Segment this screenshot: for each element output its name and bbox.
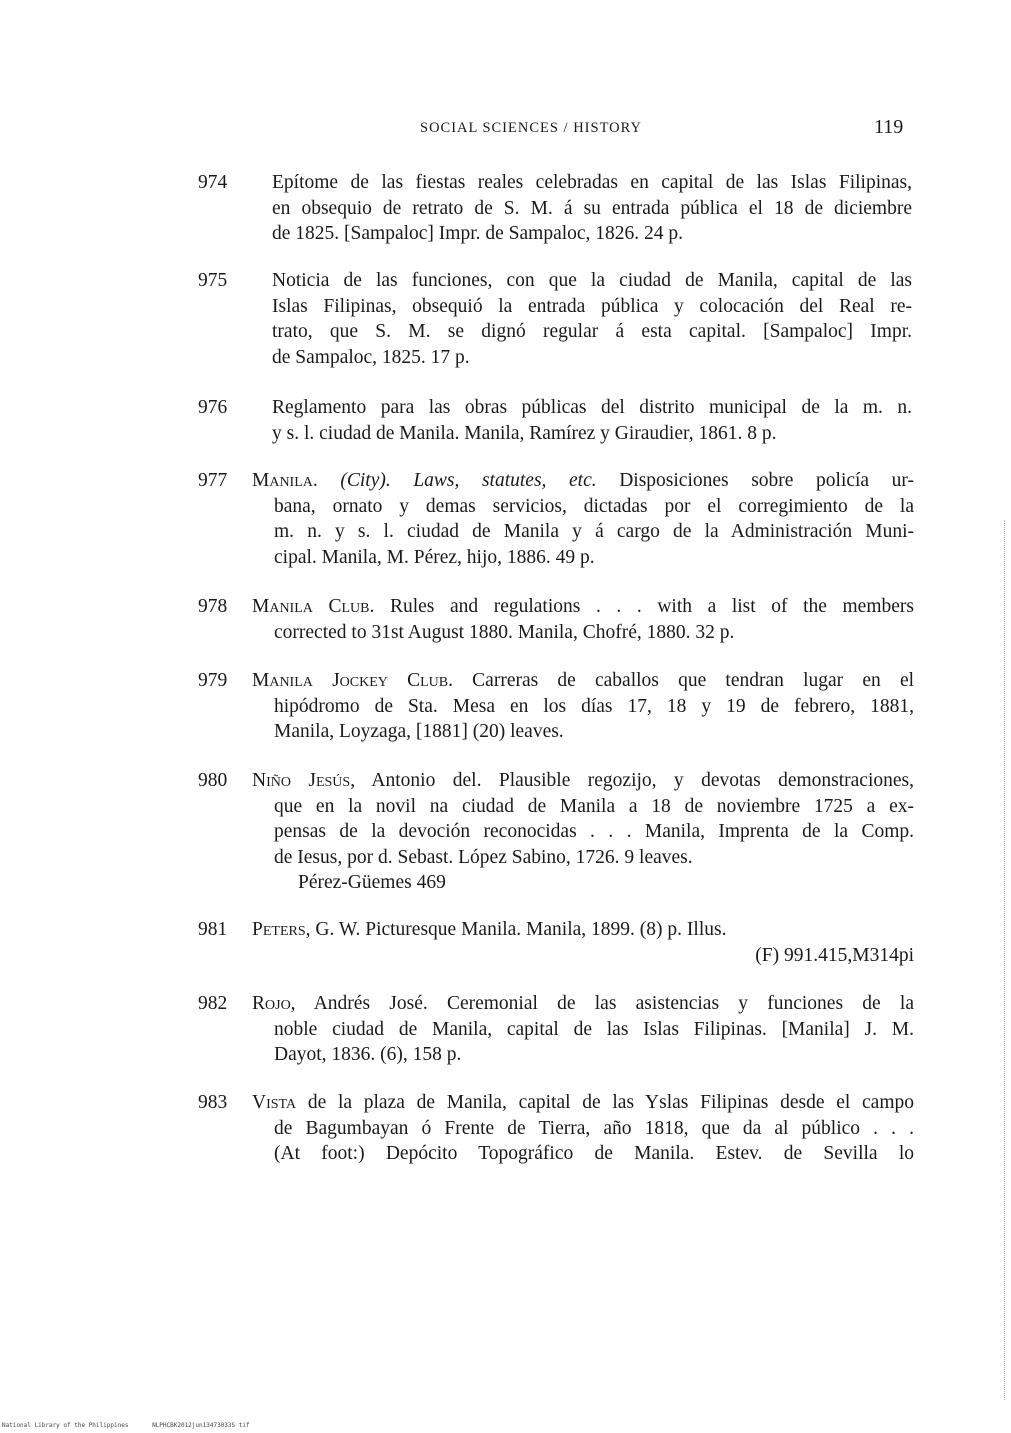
entry-author: Niño Jesús, [252, 770, 356, 791]
entry-first-rest: Disposiciones sobre policía ur- [619, 470, 915, 491]
footer-library: National Library of the Philippines [2, 1422, 129, 1429]
entry-line: Manila, Loyzaga, [1881] (20) leaves. [274, 721, 564, 742]
entry-first-line [252, 1090, 914, 1116]
entry-number: 978 [198, 596, 228, 617]
entry-line: en obsequio de retrato de S. M. á su entrada pública el 18 de diciembre [272, 197, 912, 219]
entry-line: bana, ornato y demas servicios, dictadas por el corregimiento de la [274, 495, 914, 517]
entry-line: hipódromo de Sta. Mesa en los días 17, 18 y 19 de febrero, 1881, [274, 695, 914, 717]
entry-text [272, 268, 912, 370]
entry-line: Epítome de las fiestas reales celebradas en capital de las Islas Filipinas, [272, 172, 912, 193]
call-number: (F) 991.415,M314pi [755, 944, 914, 966]
entry-first-rest: Carreras de caballos que tendran lugar en el [472, 670, 915, 691]
entry-note: Pérez-Güemes 469 [298, 872, 446, 893]
running-head: SOCIAL SCIENCES / HISTORY [420, 120, 642, 136]
entry-first-rest: G. W. Picturesque Manila. Manila, 1899. (8) p. Illus. [315, 919, 727, 940]
entry-text [252, 594, 914, 645]
entry-first-rest: Andrés José. Ceremonial de las asistencias y funciones de la [313, 993, 914, 1014]
entry-first-line [252, 594, 914, 620]
entry-number: 980 [198, 770, 228, 791]
entry-line: de 1825. [Sampaloc] Impr. de Sampaloc, 1826. 24 p. [272, 223, 684, 244]
entry-line: y s. l. ciudad de Manila. Manila, Ramírez y Giraudier, 1861. 8 p. [272, 422, 777, 444]
entry-first-line [252, 668, 914, 694]
footer-filename: NLPHCBK2012jun13473033S tif [152, 1422, 250, 1429]
entry-author: Manila Club. [252, 596, 375, 617]
entry-author: Vista [252, 1092, 297, 1113]
entry-number: 974 [198, 172, 228, 193]
entry-first-rest: de la plaza de Manila, capital de las Yslas Filipinas desde el campo [307, 1092, 915, 1113]
entry-first-line [252, 768, 914, 794]
entry-author: Manila Jockey Club. [252, 670, 453, 691]
entry-line: de Iesus, por d. Sebast. López Sabino, 1726. 9 leaves. [274, 846, 693, 868]
entry-text [252, 468, 914, 570]
entry-first-line [252, 917, 914, 943]
entry-first-line [252, 468, 914, 494]
entry-first-rest: Antonio del. Plausible regozijo, y devotas demonstraciones, [371, 770, 914, 791]
entry-number: 981 [198, 919, 228, 940]
entry-qualifier: (City). [340, 470, 391, 491]
entry-number: 976 [198, 397, 228, 418]
entry-number: 983 [198, 1092, 228, 1113]
entry-line: de Sampaloc, 1825. 17 p. [272, 346, 470, 368]
entry-line: Dayot, 1836. (6), 158 p. [274, 1044, 462, 1065]
entry-text [252, 768, 914, 896]
entry-line: noble ciudad de Manila, capital de las Islas Filipinas. [Manila] J. M. [274, 1018, 914, 1040]
entry-number: 977 [198, 470, 228, 491]
entry-text [252, 1090, 914, 1167]
entry-line: m. n. y s. l. ciudad de Manila y á cargo de la Administración Muni- [274, 521, 914, 542]
entry-number: 979 [198, 670, 228, 691]
entry-line: de Bagumbayan ó Frente de Tierra, año 1818, que da al público . . . [274, 1117, 914, 1139]
entry-line: Reglamento para las obras públicas del distrito municipal de la m. n. [272, 397, 912, 418]
entry-author: Manila. [252, 470, 318, 491]
entry-author: Peters, [252, 919, 311, 940]
entry-text [272, 170, 912, 247]
entry-author: Rojo, [252, 993, 296, 1014]
entry-line: Noticia de las funciones, con que la ciudad de Manila, capital de las [272, 270, 912, 291]
entry-line: (At foot:) Depócito Topográfico de Manila. Estev. de Sevilla lo [274, 1143, 914, 1164]
entry-text [252, 917, 914, 968]
entry-first-rest: Rules and regulations . . . with a list of the members [389, 596, 914, 617]
entry-line: cipal. Manila, M. Pérez, hijo, 1886. 49 p. [274, 546, 595, 568]
entry-first-line [252, 991, 914, 1017]
entry-number: 982 [198, 993, 228, 1014]
entry-line: trato, que S. M. se dignó regular á esta capital. [Sampaloc] Impr. [272, 321, 912, 342]
entry-number: 975 [198, 270, 228, 291]
entry-form: Laws, statutes, etc. [413, 470, 597, 491]
page-number: 119 [874, 116, 904, 138]
scan-margin-artifact [1004, 520, 1006, 1400]
entry-text [252, 668, 914, 745]
scan-footer [2, 1422, 250, 1429]
entry-text [252, 991, 914, 1068]
entry-text [272, 395, 912, 446]
entry-line: Islas Filipinas, obsequió la entrada pública y colocación del Real re- [272, 295, 912, 317]
entry-line: que en la novil na ciudad de Manila a 18 de noviembre 1725 a ex- [274, 795, 914, 817]
entry-line: corrected to 31st August 1880. Manila, Chofré, 1880. 32 p. [274, 621, 735, 643]
entry-line: pensas de la devoción reconocidas . . . Manila, Imprenta de la Comp. [274, 821, 914, 842]
